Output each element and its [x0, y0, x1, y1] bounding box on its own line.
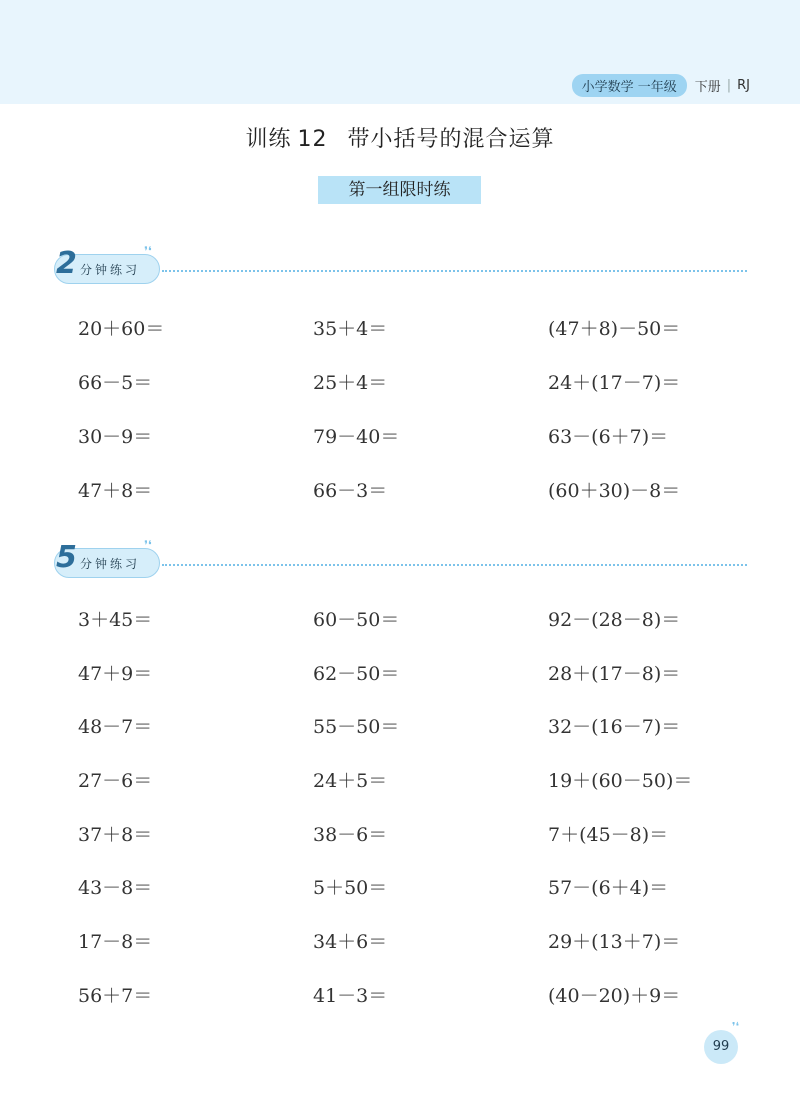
problem: 38－6＝ [313, 824, 388, 846]
problem: 29＋(13＋7)＝ [548, 931, 681, 953]
problem: 60－50＝ [313, 609, 400, 631]
problem: 25＋4＝ [313, 372, 388, 394]
problem: 5＋50＝ [313, 877, 388, 899]
header-subject: 小学数学 一年级 [572, 74, 687, 97]
problem: 24＋5＝ [313, 770, 388, 792]
section-label: 分钟练习 [80, 557, 141, 571]
section-header-5min [52, 538, 752, 582]
problem: 7＋(45－8)＝ [548, 824, 669, 846]
problem: 66－3＝ [313, 480, 388, 502]
group-label: 第一组限时练 [318, 176, 481, 204]
problem: 32－(16－7)＝ [548, 716, 681, 738]
problem: 20＋60＝ [78, 318, 165, 340]
problem: 34＋6＝ [313, 931, 388, 953]
title-prefix: 训练 [245, 127, 292, 152]
dotted-divider [162, 564, 747, 566]
page-title [0, 122, 800, 153]
problem: 92－(28－8)＝ [548, 609, 681, 631]
water-drops-icon: ❜❛ [144, 244, 152, 258]
dotted-divider [162, 270, 747, 272]
header-volume: 下册 [694, 79, 721, 95]
water-drops-icon: ❜❛ [144, 538, 152, 552]
problem: 48－7＝ [78, 716, 153, 738]
problem: (47＋8)－50＝ [548, 318, 681, 340]
section-header-2min [52, 244, 752, 288]
title-number: 12 [297, 127, 328, 152]
section-minutes: 5 [56, 540, 77, 575]
header-tag [572, 74, 750, 96]
problem: 62－50＝ [313, 663, 400, 685]
header-separator: | [726, 77, 732, 93]
section-minutes: 2 [56, 246, 77, 281]
problem: 41－3＝ [313, 985, 388, 1007]
problem: 37＋8＝ [78, 824, 153, 846]
problem: 66－5＝ [78, 372, 153, 394]
page-number: 99 [704, 1030, 738, 1064]
problem: 30－9＝ [78, 426, 153, 448]
header-edition: RJ [737, 77, 750, 93]
problem: 28＋(17－8)＝ [548, 663, 681, 685]
problem: 63－(6＋7)＝ [548, 426, 669, 448]
problem: 43－8＝ [78, 877, 153, 899]
problem: 57－(6＋4)＝ [548, 877, 669, 899]
problem: 56＋7＝ [78, 985, 153, 1007]
problem: 35＋4＝ [313, 318, 388, 340]
problem: 19＋(60－50)＝ [548, 770, 693, 792]
problem: 24＋(17－7)＝ [548, 372, 681, 394]
problem: 47＋8＝ [78, 480, 153, 502]
problem: 47＋9＝ [78, 663, 153, 685]
title-topic: 带小括号的混合运算 [347, 127, 555, 152]
water-drops-icon: ❜❛ [732, 1020, 740, 1033]
problem: (40－20)＋9＝ [548, 985, 681, 1007]
section-label: 分钟练习 [80, 263, 141, 277]
problem: 3＋45＝ [78, 609, 153, 631]
problem: 27－6＝ [78, 770, 153, 792]
problem: 55－50＝ [313, 716, 400, 738]
problem: 79－40＝ [313, 426, 400, 448]
problem: 17－8＝ [78, 931, 153, 953]
problem: (60＋30)－8＝ [548, 480, 681, 502]
